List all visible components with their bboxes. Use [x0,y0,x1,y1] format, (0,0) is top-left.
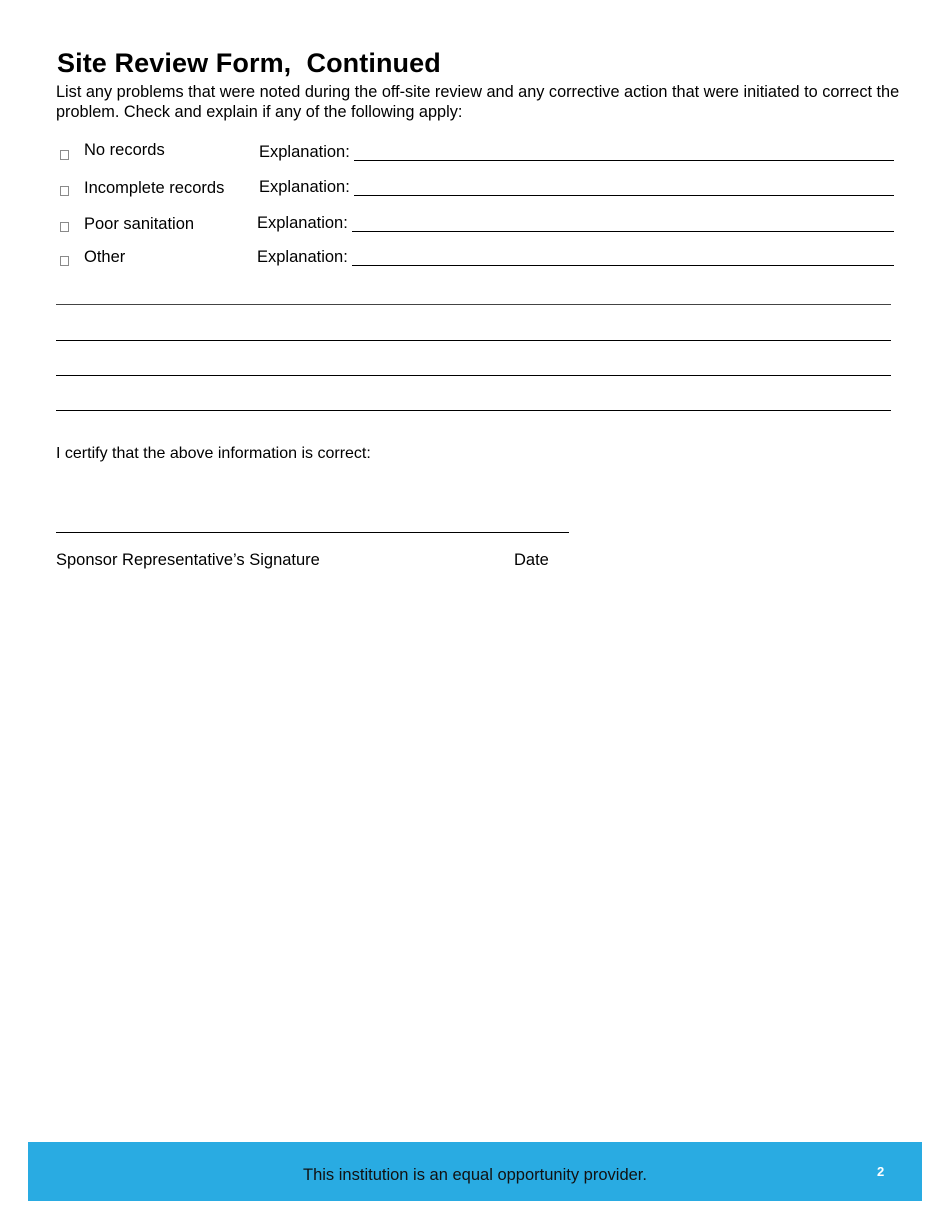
poor-sanitation-checkbox[interactable] [60,222,69,232]
form-title: Site Review Form, Continued [57,48,441,78]
date-label: Date [514,551,549,569]
additional-notes-line[interactable] [56,340,891,341]
incomplete-records-explanation-field[interactable] [354,176,894,196]
footer-text: This institution is an equal opportunity provider. [303,1166,647,1184]
no-records-checkbox[interactable] [60,150,69,160]
other-checkbox[interactable] [60,256,69,266]
page-number: 2 [877,1164,885,1179]
option-row-incomplete-records [0,179,950,203]
other-label: Other [84,248,126,266]
no-records-explanation-field[interactable] [354,141,894,161]
no-records-explanation-label: Explanation: [259,143,350,161]
option-row-poor-sanitation [0,215,950,239]
no-records-label: No records [84,141,165,159]
additional-notes-line[interactable] [56,410,891,411]
certification-statement: I certify that the above information is correct: [56,445,371,462]
signature-label: Sponsor Representative’s Signature [56,551,320,569]
additional-notes-line[interactable] [56,375,891,376]
incomplete-records-label: Incomplete records [84,179,225,197]
footer-banner [28,1142,922,1201]
option-row-other [0,250,950,274]
incomplete-records-explanation-label: Explanation: [259,178,350,196]
option-row-no-records [0,143,950,167]
signature-line[interactable] [56,532,569,533]
poor-sanitation-explanation-field[interactable] [352,212,894,232]
poor-sanitation-label: Poor sanitation [84,215,195,233]
incomplete-records-checkbox[interactable] [60,186,69,196]
other-explanation-field[interactable] [352,246,894,266]
form-instructions: List any problems that were noted during the off-site review and any corrective action that were initiated to correct the problem. Check and explain if any of the following apply: [56,83,900,121]
poor-sanitation-explanation-label: Explanation: [257,214,348,232]
additional-notes-line[interactable] [56,304,891,305]
other-explanation-label: Explanation: [257,248,348,266]
